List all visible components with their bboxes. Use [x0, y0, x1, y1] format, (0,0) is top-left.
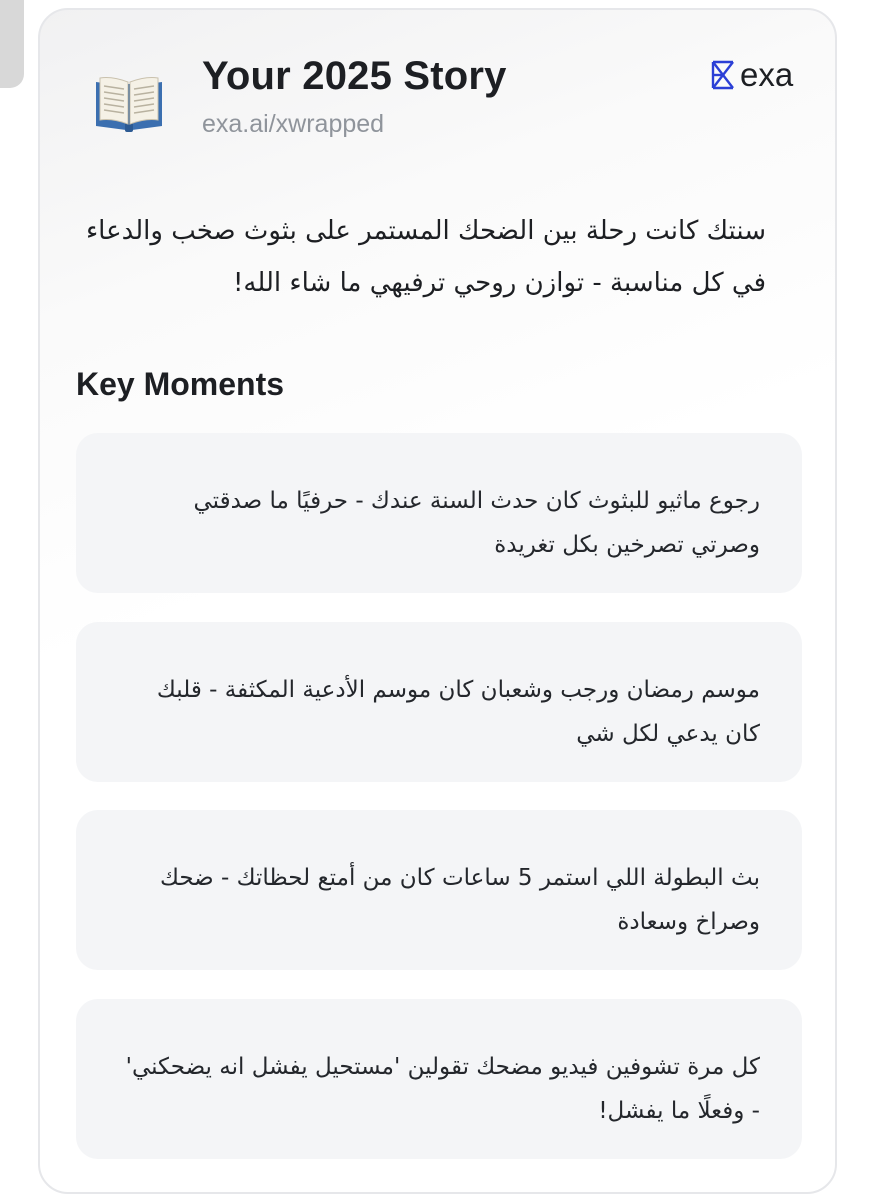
key-moment-text: كل مرة تشوفين فيديو مضحك تقولين 'مستحيل يفشل انه يضحكني' - وفعلًا ما يفشل!	[125, 1054, 760, 1124]
story-url[interactable]: exa.ai/xwrapped	[202, 110, 385, 138]
story-summary: سنتك كانت رحلة بين الضحك المستمر على بثوث صخب والدعاء في كل مناسبة - توازن روحي ترفيهي ما شاء الله!	[85, 216, 766, 298]
key-moment-card	[76, 999, 802, 1159]
key-moment-text: موسم رمضان ورجب وشعبان كان موسم الأدعية المكثفة - قلبك كان يدعي لكل شي	[156, 677, 760, 747]
key-moment-card	[76, 622, 802, 782]
key-moment-text: بث البطولة اللي استمر 5 ساعات كان من أمتع لحظاتك - ضحك وصراخ وسعادة	[159, 865, 760, 935]
open-book-icon	[92, 70, 166, 136]
key-moment-card	[76, 433, 802, 593]
story-title: Your 2025 Story	[202, 54, 507, 98]
story-card	[38, 8, 837, 1194]
exa-logo-icon	[710, 60, 736, 90]
card-header	[40, 10, 835, 160]
brand-name: exa	[740, 56, 794, 93]
key-moment-card	[76, 810, 802, 970]
background-corner	[0, 0, 24, 88]
key-moments-heading: Key Moments	[76, 366, 285, 402]
exa-brand[interactable]	[710, 55, 793, 95]
key-moment-text: رجوع ماثيو للبثوث كان حدث السنة عندك - حرفيًا ما صدقتي وصرتي تصرخين بكل تغريدة	[193, 488, 760, 558]
